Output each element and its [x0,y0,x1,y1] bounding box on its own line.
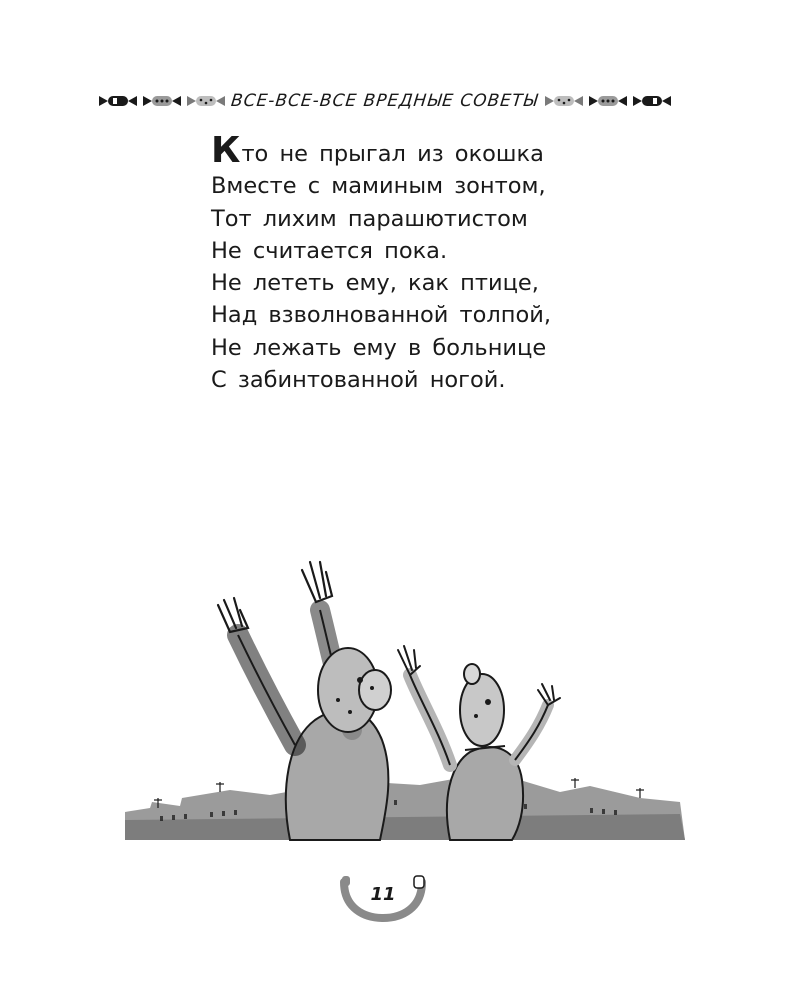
candy-icon [143,94,181,108]
poem-line: Не считается пока. [211,237,448,264]
poem-line-rest: то не прыгал из окошка [241,141,544,167]
running-head-title: ВСЕ-ВСЕ-ВСЕ ВРЕДНЫЕ СОВЕТЫ [230,91,540,111]
poem-line: Тот лихим парашютистом [211,205,528,232]
poem-text [211,130,611,396]
candy-icon [633,94,671,108]
candy-icon [99,94,137,108]
running-header [80,86,690,116]
drop-cap: К [211,130,241,171]
poem-line: Над взволнованной толпой, [211,302,552,329]
poem-line: Не лететь ему, как птице, [211,270,539,297]
poem-line: С забинтованной ногой. [211,367,506,394]
candy-ornament-right [545,94,671,108]
page-number-ornament [338,872,428,922]
city-rooftops [125,776,685,840]
candy-ornament-left [99,94,225,108]
candy-icon [589,94,627,108]
poem-line [211,130,611,171]
page-number: 11 [370,884,396,905]
poem-line: Не лежать ему в больнице [211,334,547,361]
illustration [120,540,690,855]
poem-line: Вместе с маминым зонтом, [211,173,546,200]
candy-icon [545,94,583,108]
candy-icon [187,94,225,108]
